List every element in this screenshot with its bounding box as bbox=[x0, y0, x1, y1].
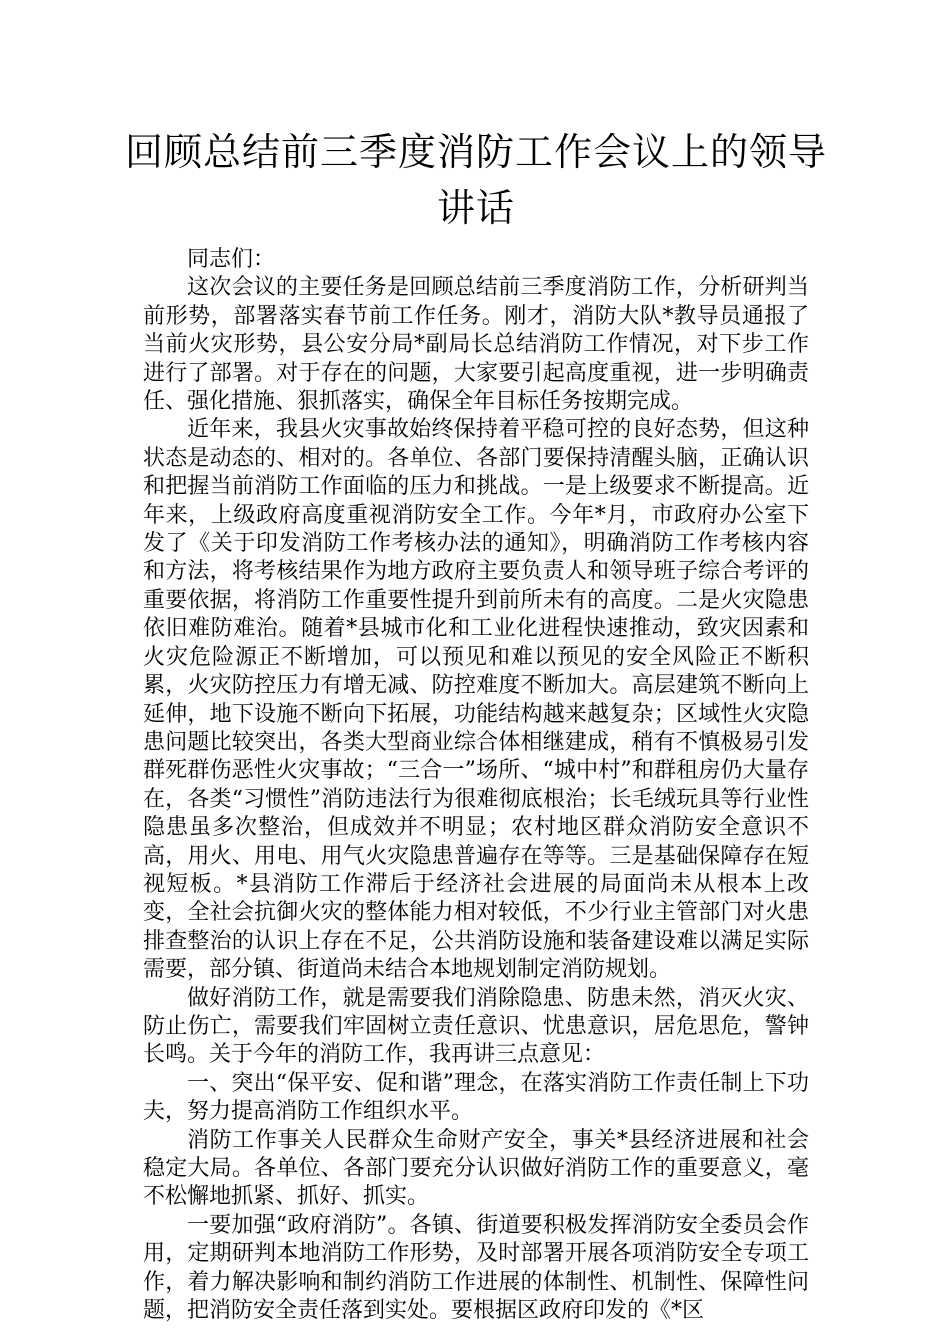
document-body bbox=[143, 246, 809, 1325]
paragraph: 消防工作事关人民群众生命财产安全，事关*县经济进展和社会稳定大局。各单位、各部门要充分认识做好消防工作的重要意义，毫不松懈地抓紧、抓好、抓实。 bbox=[143, 1127, 809, 1210]
paragraph: 这次会议的主要任务是回顾总结前三季度消防工作，分析研判当前形势，部署落实春节前工作任务。刚才，消防大队*教导员通报了当前火灾形势，县公安分局*副局长总结消防工作情况，对下步工作进行了部署。对于存在的问题，大家要引起高度重视，进一步明确责任、强化措施、狠抓落实，确保全年目标任务按期完成。 bbox=[143, 275, 809, 415]
paragraph-salutation: 同志们： bbox=[187, 247, 276, 272]
paragraph: 做好消防工作，就是需要我们消除隐患、防患未然，消灭火灾、防止伤亡，需要我们牢固树立责任意识、忧患意识，居危思危，警钟长鸣。关于今年的消防工作，我再讲三点意见： bbox=[143, 985, 809, 1068]
paragraph: 近年来，我县火灾事故始终保持着平稳可控的良好态势，但这种状态是动态的、相对的。各单位、各部门要保持清醒头脑，正确认识和把握当前消防工作面临的压力和挑战。一是上级要求不断提高。近年来，上级政府高度重视消防安全工作。今年*月，市政府办公室下发了《关于印发消防工作考核办法的通知》，明确消防工作考核内容和方法，将考核结果作为地方政府主要负责人和领导班子综合考评的重要依据，将消防工作重要性提升到前所未有的高度。二是火灾隐患依旧难防难治。随着*县城市化和工业化进程快速推动，致灾因素和火灾危险源正不断增加，可以预见和难以预见的安全风险正不断积累，火灾防控压力有增无减、防控难度不断加大。高层建筑不断向上延伸，地下设施不断向下拓展，功能结构越来越复杂；区域性火灾隐患问题比较突出，各类大型商业综合体相继建成，稍有不慎极易引发群死群伤恶性火灾事故；“三合一”场所、“城中村”和群租房仍大量存在，各类“习惯性”消防违法行为很难彻底根治；长毛绒玩具等行业性隐患虽多次整治，但成效并不明显；农村地区群众消防安全意识不高，用火、用电、用气火灾隐患普遍存在等等。三是基础保障存在短视短板。*县消防工作滞后于经济社会进展的局面尚未从根本上改变，全社会抗御火灾的整体能力相对较低，不少行业主管部门对火患排查整治的认识上存在不足，公共消防设施和装备建设难以满足实际需要，部分镇、街道尚未结合本地规划制定消防规划。 bbox=[143, 417, 809, 983]
document-title: 回顾总结前三季度消防工作会议上的领导讲话 bbox=[124, 130, 827, 230]
section-heading: 一、突出“保平安、促和谐”理念，在落实消防工作责任制上下功夫，努力提高消防工作组织水平。 bbox=[143, 1070, 809, 1125]
paragraph: 一要加强“政府消防”。各镇、街道要积极发挥消防安全委员会作用，定期研判本地消防工作形势，及时部署开展各项消防安全专项工作，着力解决影响和制约消防工作进展的体制性、机制性、保障性问题，把消防安全责任落到实处。要根据区政府印发的《*区 bbox=[143, 1212, 809, 1324]
